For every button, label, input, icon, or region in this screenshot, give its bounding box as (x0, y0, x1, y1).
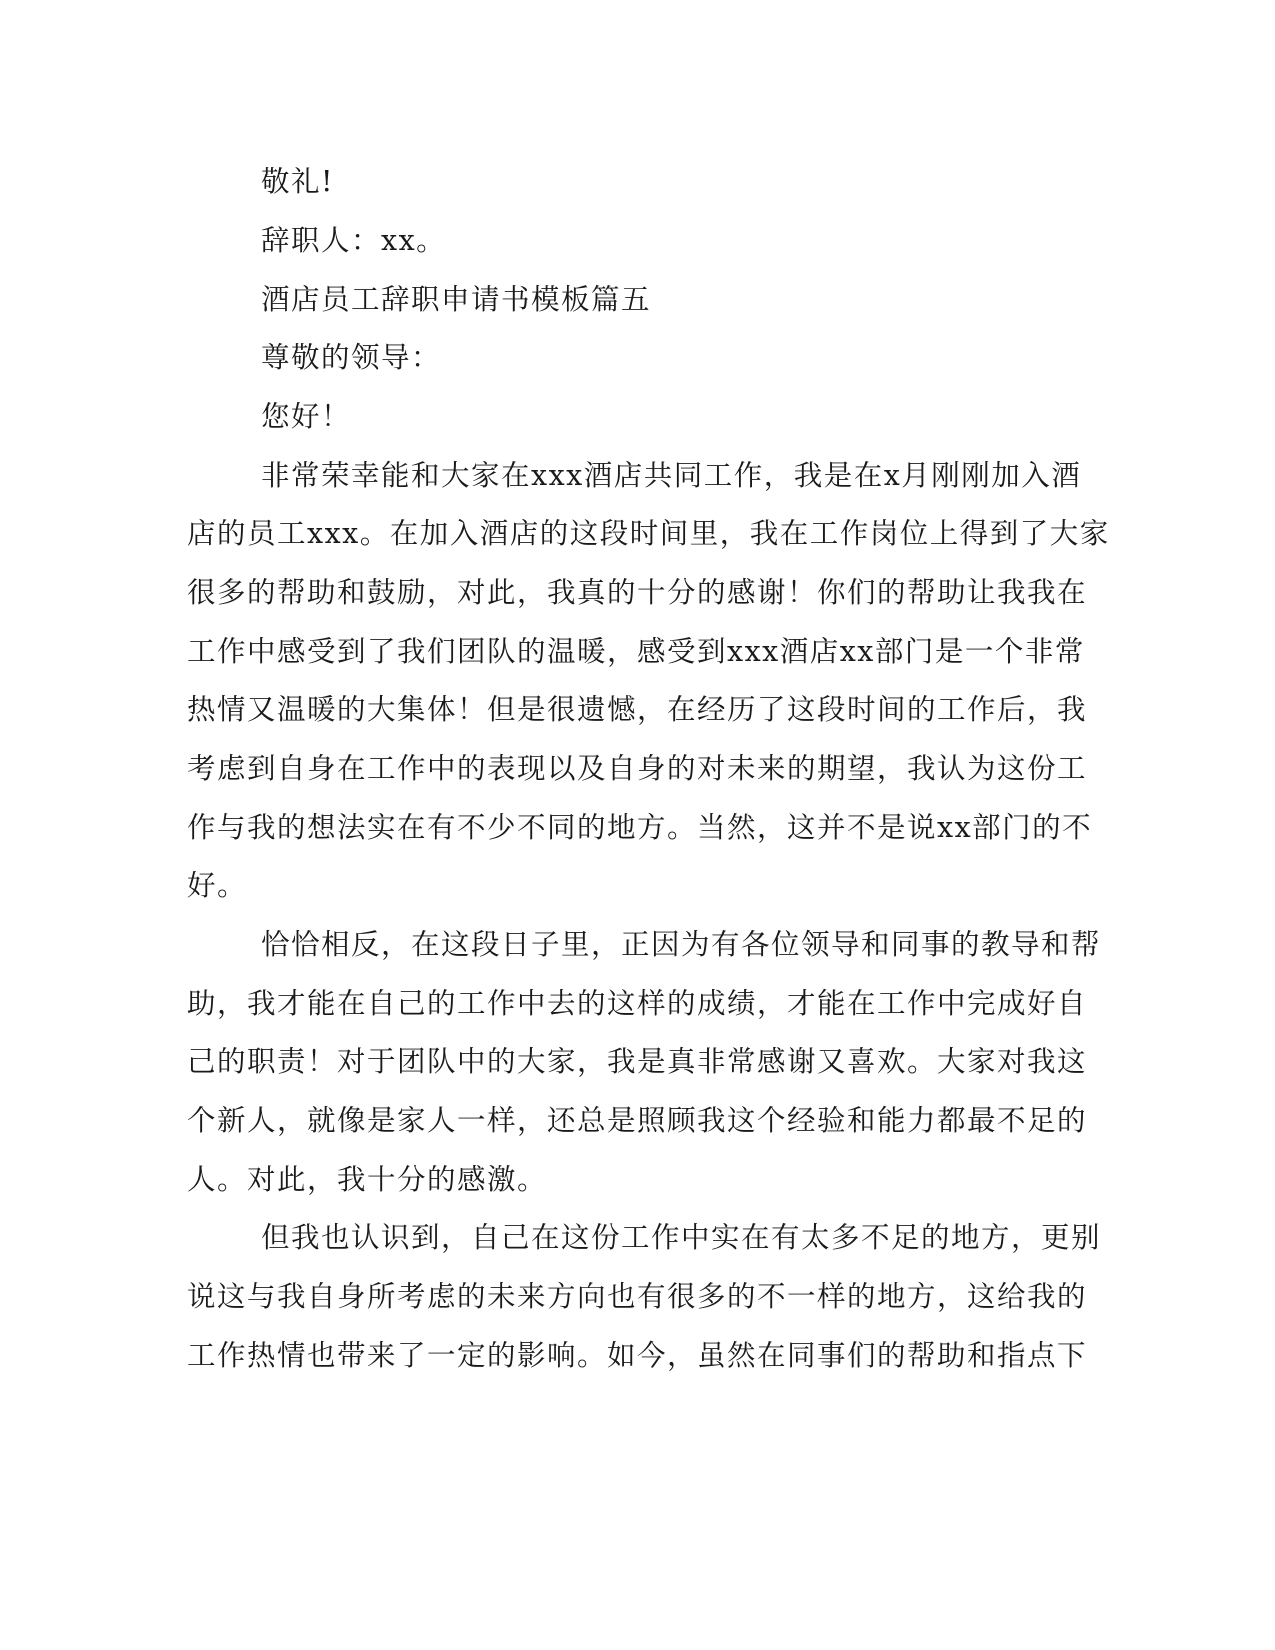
paragraph-3-line-1: 但我也认识到，自己在这份工作中实在有太多不足的地方，更别 (261, 1221, 1102, 1254)
resigner-line: 辞职人：xx。 (261, 224, 447, 257)
paragraph-2-line-5: 人。对此，我十分的感激。 (187, 1163, 548, 1196)
paragraph-1-line-8: 好。 (187, 869, 248, 902)
paragraph-1-line-1: 非常荣幸能和大家在xxx酒店共同工作，我是在x月刚刚加入酒 (261, 459, 1082, 492)
paragraph-1-line-3: 很多的帮助和鼓励，对此，我真的十分的感谢！你们的帮助让我我在 (187, 576, 1088, 609)
paragraph-3-line-2: 说这与我自身所考虑的未来方向也有很多的不一样的地方，这给我的 (187, 1280, 1088, 1313)
paragraph-2-line-4: 个新人，就像是家人一样，还总是照顾我这个经验和能力都最不足的 (187, 1104, 1088, 1137)
closing-salutation: 敬礼! (261, 165, 334, 198)
paragraph-2-line-1: 恰恰相反，在这段日子里，正因为有各位领导和同事的教导和帮 (261, 928, 1102, 961)
greeting-recipient: 尊敬的领导： (261, 341, 442, 374)
paragraph-3-line-3: 工作热情也带来了一定的影响。如今，虽然在同事们的帮助和指点下 (187, 1339, 1088, 1372)
paragraph-1-line-7: 作与我的想法实在有不少不同的地方。当然，这并不是说xx部门的不 (187, 811, 1093, 844)
paragraph-2-line-3: 己的职责！对于团队中的大家，我是真非常感谢又喜欢。大家对我这 (187, 1045, 1088, 1078)
section-title: 酒店员工辞职申请书模板篇五 (261, 283, 652, 316)
greeting: 您好！ (261, 400, 352, 433)
paragraph-1-line-6: 考虑到自身在工作中的表现以及自身的对未来的期望，我认为这份工 (187, 752, 1088, 785)
paragraph-2-line-2: 助，我才能在自己的工作中去的这样的成绩，才能在工作中完成好自 (187, 987, 1088, 1020)
paragraph-1-line-5: 热情又温暖的大集体！但是很遗憾，在经历了这段时间的工作后，我 (187, 693, 1088, 726)
paragraph-1-line-2: 店的员工xxx。在加入酒店的这段时间里，我在工作岗位上得到了大家 (187, 517, 1110, 550)
paragraph-1-line-4: 工作中感受到了我们团队的温暖，感受到xxx酒店xx部门是一个非常 (187, 635, 1085, 668)
